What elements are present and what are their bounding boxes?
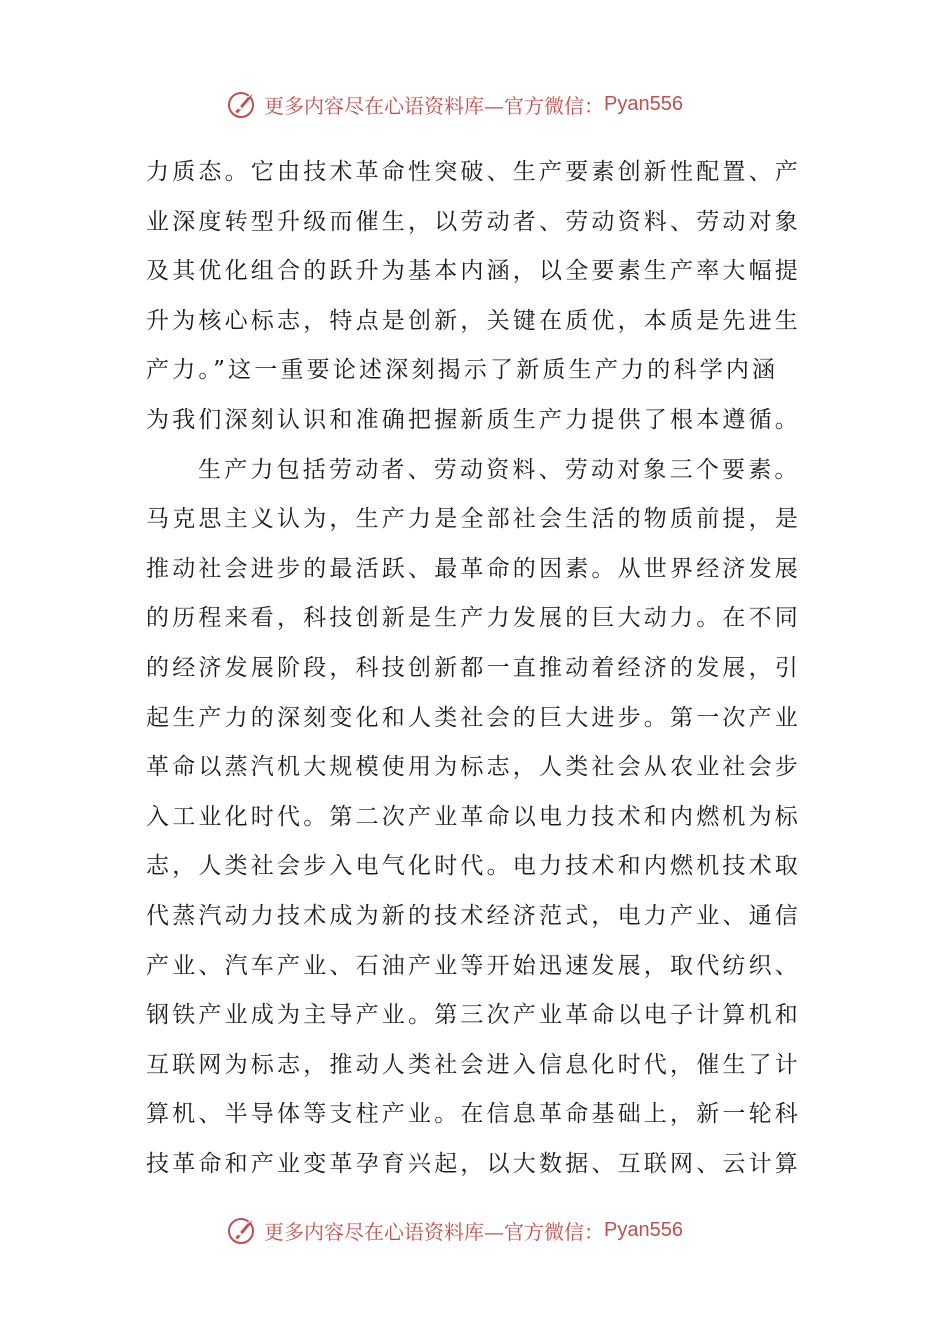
body-text	[146, 148, 808, 1189]
text-line: 产力。”这一重要论述深刻揭示了新质生产力的科学内涵	[146, 357, 779, 384]
wechat-id: Pyan556	[604, 1218, 683, 1241]
text-line: 推动社会进步的最活跃、最革命的因素。从世界经济发展	[146, 555, 801, 582]
text-line: 算机、半导体等支柱产业。在信息革命基础上，新一轮科	[146, 1101, 801, 1128]
text-line: 入工业化时代。第二次产业革命以电力技术和内燃机为标	[146, 803, 801, 830]
pen-nib-logo-icon	[226, 1213, 260, 1247]
text-line: 的经济发展阶段，科技创新都一直推动着经济的发展，引	[146, 654, 801, 681]
text-line: 技革命和产业变革孕育兴起，以大数据、互联网、云计算	[146, 1150, 801, 1177]
pen-nib-logo-icon	[226, 87, 260, 121]
text-line: 的历程来看，科技创新是生产力发展的巨大动力。在不同	[146, 605, 801, 632]
text-line: 代蒸汽动力技术成为新的技术经济范式，电力产业、通信	[146, 902, 801, 929]
text-line: 钢铁产业成为主导产业。第三次产业革命以电子计算机和	[146, 1002, 801, 1029]
text-line: 产业、汽车产业、石油产业等开始迅速发展，取代纺织、	[146, 952, 801, 979]
header-banner	[226, 84, 683, 124]
text-line: 起生产力的深刻变化和人类社会的巨大进步。第一次产业	[146, 704, 801, 731]
text-line: 业深度转型升级而催生，以劳动者、劳动资料、劳动对象	[146, 208, 801, 235]
text-line: 志，人类社会步入电气化时代。电力技术和内燃机技术取	[146, 853, 801, 880]
text-line: 互联网为标志，推动人类社会进入信息化时代，催生了计	[146, 1051, 801, 1078]
text-line: 为我们深刻认识和准确把握新质生产力提供了根本遵循。	[146, 406, 801, 433]
text-line: 升为核心标志，特点是创新，关键在质优，本质是先进生	[146, 307, 801, 334]
paragraph-start-line: 生产力包括劳动者、劳动资料、劳动对象三个要素。	[198, 456, 801, 483]
banner-text: 更多内容尽在心语资料库—官方微信：	[264, 93, 604, 118]
text-line: 革命以蒸汽机大规模使用为标志，人类社会从农业社会步	[146, 754, 801, 781]
wechat-id: Pyan556	[604, 92, 683, 115]
text-line: 及其优化组合的跃升为基本内涵，以全要素生产率大幅提	[146, 258, 801, 285]
footer-banner	[226, 1210, 683, 1250]
banner-text: 更多内容尽在心语资料库—官方微信：	[264, 1219, 604, 1244]
text-line: 马克思主义认为，生产力是全部社会生活的物质前提，是	[146, 506, 801, 533]
text-line: 力质态。它由技术革命性突破、生产要素创新性配置、产	[146, 159, 801, 185]
